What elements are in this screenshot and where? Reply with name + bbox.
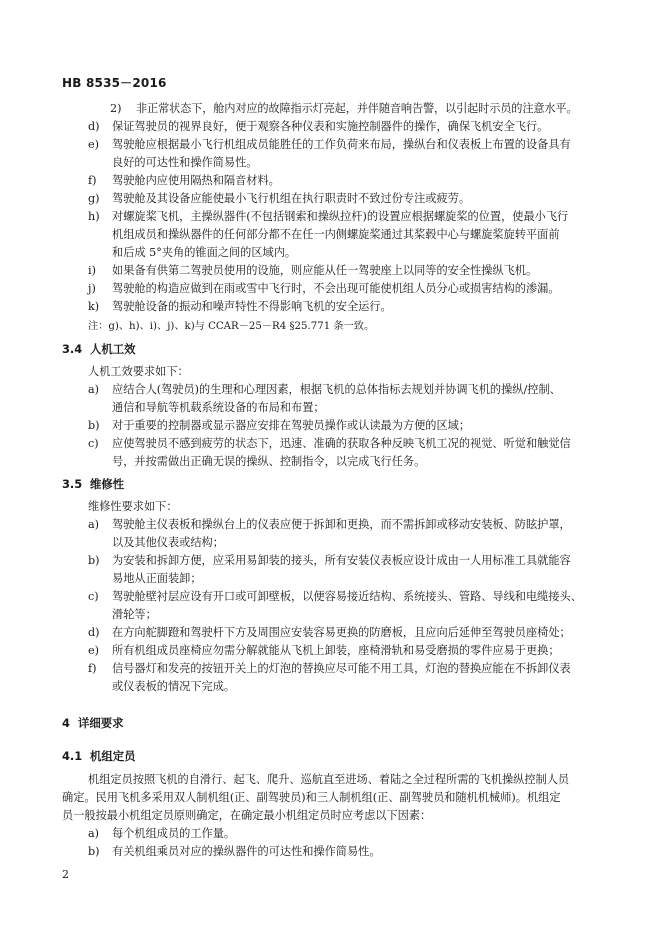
list-item-label: a) [88, 518, 100, 531]
section-intro: 人机工效要求如下： [88, 365, 189, 378]
list-item-text: 以及其他仪表或结构； [112, 536, 224, 549]
section-title: 维修性 [90, 477, 125, 491]
list-item-label: j) [88, 282, 96, 295]
list-item-label: g) [88, 192, 100, 205]
list-item-label: k) [88, 300, 100, 313]
list-item-text: 每个机组成员的工作量。 [112, 827, 236, 840]
list-item-label: i) [88, 264, 96, 277]
section-heading [62, 475, 124, 493]
list-item-label: e) [88, 644, 99, 657]
list-item-text: 机组成员和操纵器件的任何部分都不在任一内侧螺旋桨通过其桨毂中心与螺旋桨旋转平面前 [112, 228, 560, 241]
list-item-text: 易地从正面装卸； [112, 572, 202, 585]
list-item-text: 对于重要的控制器或显示器应安排在驾驶员操作或认读最为方便的区域； [112, 419, 471, 432]
list-item-text: 驾驶舱应根据最小飞行机组成员能胜任的工作负荷来布局，操纵台和仪表板上布置的设备具有 [112, 138, 571, 151]
list-item-text: 如果备有供第二驾驶员使用的设施，则应能从任一驾驶座上以同等的安全性操纵飞机。 [112, 264, 538, 277]
paragraph-line: 机组定员按照飞机的自滑行、起飞、爬升、巡航直至进场、着陆之全过程所需的飞机操纵控制人员 [88, 773, 570, 786]
list-item-text: 驾驶舱及其设备应能使最小飞行机组在执行职责时不致过份专注或疲劳。 [112, 192, 471, 205]
page-number: 2 [62, 868, 69, 881]
list-item-text: 信号器灯和发亮的按钮开关上的灯泡的替换应尽可能不用工具，灯泡的替换应能在不拆卸仪表 [112, 662, 571, 675]
list-item-text: 对螺旋桨飞机，主操纵器件(不包括钢索和操纵拉杆)的设置应根据螺旋桨的位置，使最小飞行 [112, 210, 569, 223]
list-item-label: d) [88, 626, 100, 639]
list-item-text: 驾驶舱设备的振动和噪声特性不得影响飞机的安全运行。 [112, 300, 392, 313]
section-heading [62, 714, 124, 732]
section-number: 4 [62, 716, 70, 730]
list-item-label: e) [88, 138, 99, 151]
section-title: 人机工效 [90, 342, 136, 356]
paragraph-line: 员一般按最小机组定员原则确定，在确定最小机组定员时应考虑以下因素： [62, 809, 432, 822]
list-item-text: 驾驶舱壁衬层应设有开口或可卸壁板，以便容易接近结构、系统接头、管路、导线和电缆接头、 [112, 590, 582, 603]
list-item-label: b) [88, 419, 100, 432]
list-item-label: c) [88, 590, 99, 603]
list-item-text: 所有机组成员座椅应勿需分解就能从飞机上卸装，座椅滑轨和易受磨损的零件应易于更换； [112, 644, 560, 657]
section-title: 详细要求 [78, 716, 124, 730]
list-item-text: 有关机组乘员对应的操纵器件的可达性和操作简易性。 [112, 845, 381, 858]
list-item-text: 非正常状态下，舱内对应的故障指示灯亮起，并伴随音响告警，以引起时示员的注意水平。 [136, 102, 578, 115]
section-number: 3.4 [62, 342, 83, 356]
list-item-text: 和后成 5°夹角的锥面之间的区域内。 [112, 246, 297, 259]
list-item-text: 保证驾驶员的视界良好，便于观察各种仪表和实施控制器件的操作，确保飞机安全飞行。 [112, 120, 549, 133]
list-item-text: 通信和导航等机载系统设备的布局和布置； [112, 401, 325, 414]
section-heading [62, 747, 136, 765]
list-item-text: 驾驶舱内应使用隔热和隔音材料。 [112, 174, 280, 187]
section-number: 4.1 [62, 749, 83, 763]
list-item-label: d) [88, 120, 100, 133]
list-item-text: 应结合人(驾驶员)的生理和心理因素，根据飞机的总体指标去规划并协调飞机的操纵/控制、 [112, 383, 561, 396]
list-item-text: 在方向舵脚蹬和驾驶杆下方及周围应安装容易更换的防磨板，且应向后延伸至驾驶员座椅处； [112, 626, 571, 639]
section-heading [62, 340, 136, 358]
list-item-text: 滑轮等； [112, 608, 157, 621]
list-item-text: 号，并按需做出正确无误的操纵、控制指令，以完成飞行任务。 [112, 455, 426, 468]
section-intro: 维修性要求如下： [88, 500, 178, 513]
list-item-label: 2) [110, 102, 122, 115]
list-item-label: b) [88, 845, 100, 858]
list-item-label: b) [88, 554, 100, 567]
list-item-label: h) [88, 210, 100, 223]
note-text: 注：g)、h)、i)、j)、k)与 CCAR－25－R4 §25.771 条一致。 [88, 321, 375, 332]
list-item-text: 应使驾驶员不感到疲劳的状态下，迅速、准确的获取各种反映飞机工况的视觉、听觉和触觉信 [112, 437, 571, 450]
standard-number-header: HB 8535－2016 [62, 76, 167, 90]
list-item-label: f) [88, 174, 97, 187]
list-item-text: 为安装和拆卸方便，应采用易卸装的接头，所有安装仪表板应设计成由一人用标准工具就能容 [112, 554, 571, 567]
list-item-text: 或仪表板的情况下完成。 [112, 680, 236, 693]
list-item-text: 驾驶舱主仪表板和操纵台上的仪表应便于拆卸和更换，而不需拆卸或移动安装板、防眩护罩， [112, 518, 571, 531]
list-item-text: 驾驶舱的构造应做到在雨或雪中飞行时，不会出现可能使机组人员分心或损害结构的渗漏。 [112, 282, 560, 295]
list-item-label: c) [88, 437, 99, 450]
section-title: 机组定员 [90, 749, 136, 763]
paragraph-line: 确定。民用飞机多采用双人制机组(正、副驾驶员)和三人制机组(正、副驾驶员和随机机械师)。机组定 [62, 791, 561, 804]
section-number: 3.5 [62, 477, 83, 491]
list-item-label: a) [88, 383, 100, 396]
list-item-text: 良好的可达性和操作简易性。 [112, 156, 258, 169]
list-item-label: f) [88, 662, 97, 675]
list-item-label: a) [88, 827, 100, 840]
